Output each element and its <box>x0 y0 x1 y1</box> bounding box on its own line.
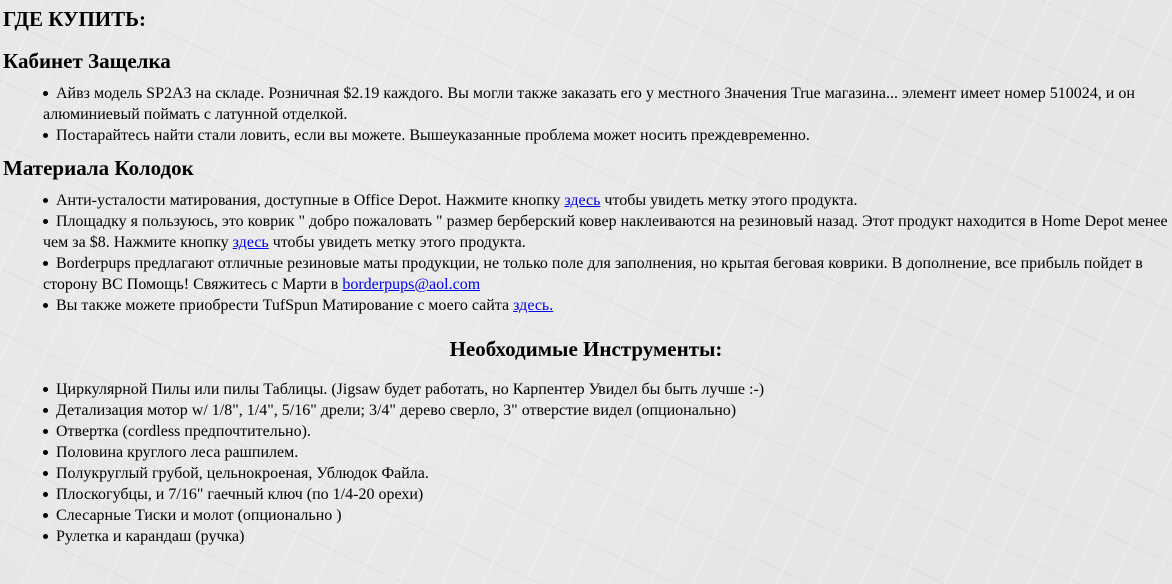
mats-item-4 <box>43 295 1169 316</box>
mats-item-2-tail: чтобы увидеть метку этого продукта. <box>268 234 526 251</box>
mats-item-2-link[interactable]: здесь <box>232 234 269 251</box>
mats-item-1-link[interactable]: здесь <box>564 192 601 209</box>
mats-item-4-text: Вы также можете приобрести TufSpun Матирование с моего сайта <box>56 297 514 314</box>
latch-heading: Кабинет Защелка <box>3 49 171 73</box>
mats-item-3-email-link[interactable]: borderpups@aol.com <box>342 276 481 293</box>
page-title: ГДЕ КУПИТЬ: <box>3 7 146 31</box>
mats-item-1-tail: чтобы увидеть метку этого продукта. <box>600 192 858 209</box>
latch-item-2: Постарайтесь найти стали ловить, если вы можете. Вышеуказанные проблема может носить преждевременно. <box>43 125 1169 146</box>
mats-item-3-text: Borderpups предлагают отличные резиновые маты продукции, не только поле для заполнения, но крытая беговая коврики. В дополнение, все прибыль пойдет в сторону ВС Помощь! Свяжитесь с Марти в <box>43 255 1143 293</box>
latch-list <box>3 83 1169 146</box>
page-content <box>3 0 1169 547</box>
mats-item-1-text: Анти-усталости матирования, доступные в Office Depot. Нажмите кнопку <box>56 192 565 209</box>
tools-item-4: Половина круглого леса рашпилем. <box>43 442 1169 463</box>
tools-item-2: Детализация мотор w/ 1/8", 1/4", 5/16" дрели; 3/4" дерево сверло, 3" отверстие видел (опционально) <box>43 400 1169 421</box>
tools-item-1: Циркулярной Пилы или пилы Таблицы. (Jigsaw будет работать, но Карпентер Увидел бы быть лучше :-) <box>43 379 1169 400</box>
mats-item-2 <box>43 211 1169 253</box>
latch-item-1: Айвз модель SP2A3 на складе. Розничная $2.19 каждого. Вы могли также заказать его у местного Значения True магазина... элемент имеет номер 510024, и он алюминиевый поймать с латунной отделкой. <box>43 83 1169 125</box>
tools-item-3: Отвертка (cordless предпочтительно). <box>43 421 1169 442</box>
mats-heading: Материала Колодок <box>3 156 194 180</box>
mats-list <box>3 190 1169 316</box>
tools-item-6: Плоскогубцы, и 7/16" гаечный ключ (по 1/4-20 орехи) <box>43 484 1169 505</box>
mats-item-2-text: Площадку я пользуюсь, это коврик " добро пожаловать " размер берберский ковер наклеиваются на резиновый назад. Этот продукт находится в Home Depot менее чем за $8. Нажмите кнопку <box>43 213 1168 251</box>
mats-item-4-link[interactable]: здесь. <box>513 297 554 314</box>
mats-item-3 <box>43 253 1169 295</box>
tools-heading: Необходимые Инструменты: <box>449 337 723 361</box>
tools-list <box>3 379 1169 547</box>
mats-item-1 <box>43 190 1169 211</box>
tools-item-7: Слесарные Тиски и молот (опционально ) <box>43 505 1169 526</box>
tools-item-8: Рулетка и карандаш (ручка) <box>43 526 1169 547</box>
tools-item-5: Полукруглый грубой, цельнокроеная, Ублюдок Файла. <box>43 463 1169 484</box>
